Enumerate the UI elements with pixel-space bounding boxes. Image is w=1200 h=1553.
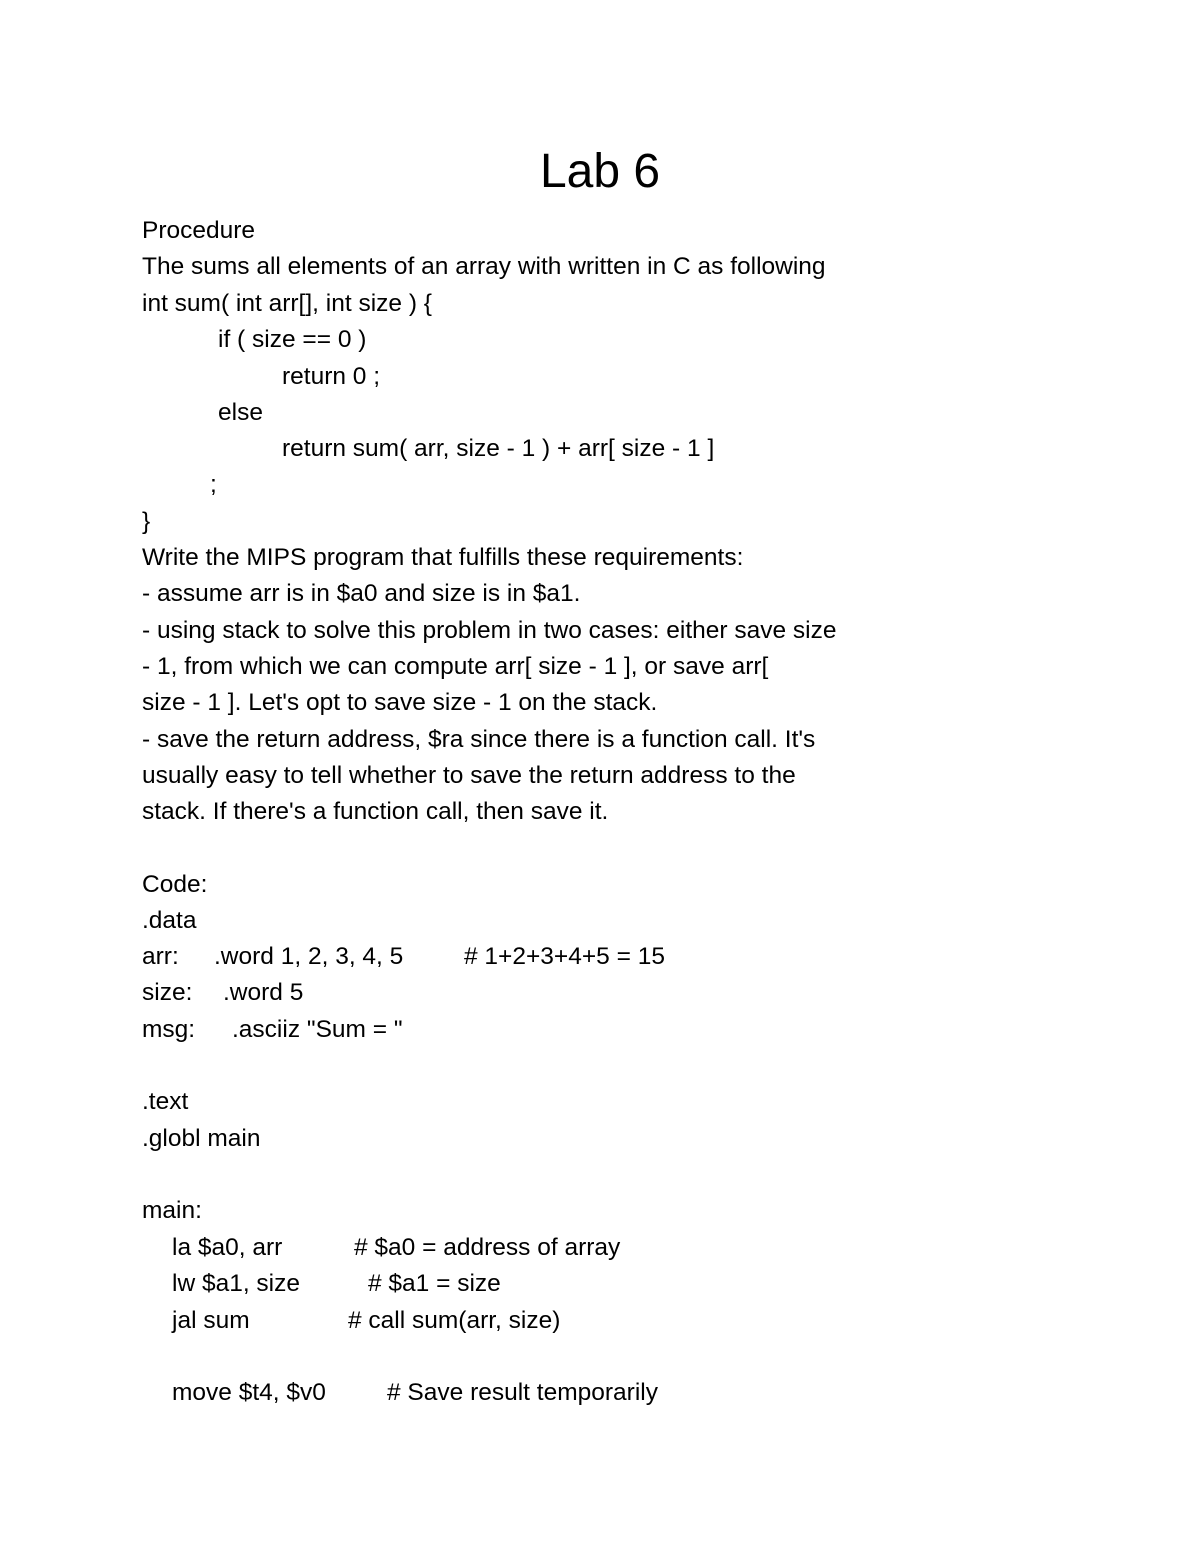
c-code-line: return sum( arr, size - 1 ) + arr[ size - 1 ] [282, 435, 715, 462]
c-code-line: return 0 ; [282, 363, 381, 390]
c-code-line: } [142, 508, 151, 535]
instruction: la $a0, arr [172, 1234, 283, 1261]
requirement-line: - save the return address, $ra since there is a function call. It's [142, 726, 816, 753]
main-code-line [172, 1306, 772, 1336]
code-heading: Code: [142, 871, 208, 898]
requirement-line: usually easy to tell whether to save the return address to the [142, 762, 796, 789]
main-code-line [172, 1269, 772, 1299]
requirements-intro: Write the MIPS program that fulfills these requirements: [142, 544, 744, 571]
code-comment: # Save result temporarily [387, 1379, 658, 1406]
globl-directive: .globl main [142, 1125, 261, 1152]
data-line [142, 1015, 742, 1045]
instruction: jal sum [172, 1307, 250, 1334]
data-line [142, 978, 742, 1008]
requirement-line: - 1, from which we can compute arr[ size - 1 ], or save arr[ [142, 653, 769, 680]
c-code-line: else [218, 399, 263, 426]
c-code-line: ; [210, 471, 217, 498]
code-comment: # $a1 = size [368, 1270, 501, 1297]
data-directive: .data [142, 907, 197, 934]
requirement-line: - assume arr is in $a0 and size is in $a1. [142, 580, 581, 607]
procedure-heading: Procedure [142, 217, 256, 244]
data-label: arr: [142, 943, 179, 970]
requirement-line: stack. If there's a function call, then save it. [142, 798, 609, 825]
data-value: .word 5 [223, 979, 304, 1006]
instruction: move $t4, $v0 [172, 1379, 326, 1406]
main-label: main: [142, 1197, 202, 1224]
requirement-line: - using stack to solve this problem in two cases: either save size [142, 617, 837, 644]
c-code-line: if ( size == 0 ) [218, 326, 367, 353]
instruction: lw $a1, size [172, 1270, 301, 1297]
requirement-line: size - 1 ]. Let's opt to save size - 1 on the stack. [142, 689, 658, 716]
data-value: .word 1, 2, 3, 4, 5 [214, 943, 404, 970]
text-directive: .text [142, 1088, 189, 1115]
code-comment: # $a0 = address of array [354, 1234, 621, 1261]
data-label: size: [142, 979, 193, 1006]
data-line [142, 942, 742, 972]
c-code-line: int sum( int arr[], int size ) { [142, 290, 432, 317]
main-code-line [172, 1378, 772, 1408]
code-comment: # call sum(arr, size) [348, 1307, 561, 1334]
procedure-intro: The sums all elements of an array with written in C as following [142, 253, 826, 280]
data-value: .asciiz "Sum = " [232, 1016, 403, 1043]
page-title: Lab 6 [539, 145, 661, 198]
code-comment: # 1+2+3+4+5 = 15 [464, 943, 665, 970]
main-code-line [172, 1233, 772, 1263]
data-label: msg: [142, 1016, 196, 1043]
